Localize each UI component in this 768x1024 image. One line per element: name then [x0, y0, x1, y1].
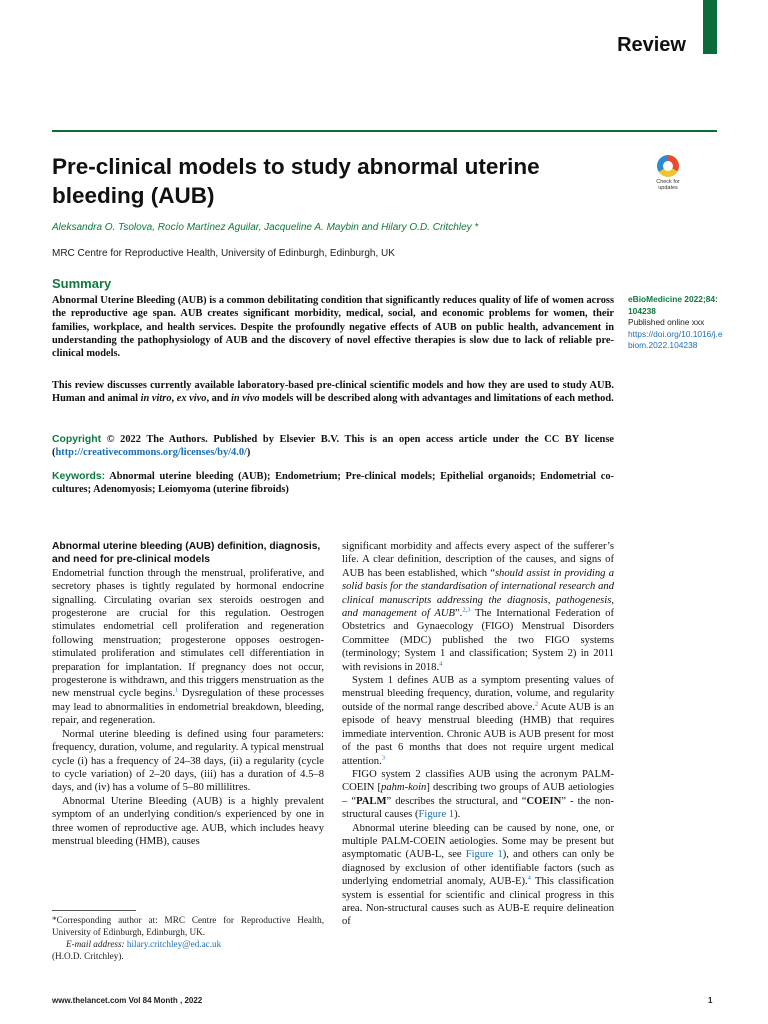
check-for-updates-badge[interactable]: [650, 155, 686, 199]
body-paragraph: Normal uterine bleeding is defined using four parameters: frequency, duration, volume, and regularity. A typical menstrual cycle (i) has a frequency of 24–38 days, (ii) a regularity (cycle to cycle variation) of 2–20 days, (iii) has a duration of 4.5–8 days, and (iv) has a volume of 5–80 millilitres.: [52, 728, 324, 794]
abstract-paragraph-2: This review discusses currently available laboratory-based pre-clinical scientific models and how they are used to study AUB. Human and animal in vitro, ex vivo, and in vivo models will be described along with advantages and limitations of each method.: [52, 380, 614, 405]
check-updates-icon: [657, 155, 679, 177]
page-number: 1: [708, 996, 713, 1005]
body-column-left: [52, 540, 324, 848]
doi-link[interactable]: https://doi.org/10.1016/j.ebiom.2022.104238: [628, 328, 723, 350]
figure-link[interactable]: Figure 1: [465, 849, 503, 861]
reference-link[interactable]: 2,3: [462, 606, 471, 614]
reference-link[interactable]: 4: [439, 660, 443, 668]
body-column-right: [342, 540, 614, 929]
author-list[interactable]: Aleksandra O. Tsolova, Rocío Martínez Aguilar, Jacqueline A. Maybin and Hilary O.D. Critchley *: [52, 222, 479, 233]
reference-link[interactable]: 1: [174, 686, 179, 694]
article-title: Pre-clinical models to study abnormal uterine bleeding (AUB): [52, 154, 540, 208]
updates-line1: Check for: [656, 179, 680, 185]
keywords-label: Keywords:: [52, 471, 106, 482]
body-paragraph: FIGO system 2 classifies AUB using the acronym PALM-COEIN [pahm-koin] describing two groups of AUB aetiologies – “PALM” describes the structural, and “COEIN” - the non-structural causes (Figure 1).: [342, 768, 614, 821]
copyright-label: Copyright: [52, 434, 102, 445]
footer-journal-url[interactable]: www.thelancet.com Vol 84 Month , 2022: [52, 996, 203, 1005]
reference-link[interactable]: 3: [381, 753, 385, 761]
body-paragraph: Endometrial function through the menstrual, proliferative, and secretory phases is tightly regulated by hormonal endocrine signalling. Circulating ovarian sex steroids oestrogen and progesterone are crucial for this regulation. Oestrogen stimulates endometrial cell proliferation and regeneration following menstruation; progesterone opposes oestrogen-stimulated proliferation and stimulates cell differentiation in preparation for implantation. If pregnancy does not occur, progesterone is withdrawn, and this triggers menstruation as the new menstrual cycle begins.$^1$ Dysregulation of these processes may lead to abnormalities in endometrial breakdown, bleeding, repair, and regeneration.: [52, 567, 324, 727]
footnote-rule: [52, 910, 136, 911]
reference-link[interactable]: 2: [534, 700, 539, 708]
body-paragraph: significant morbidity and affects every aspect of the sufferer’s life. A clear definition, description of the causes, and signs of AUB has been established, which “should assist in providing a solid basis for the standardisation of international research and clinical manuscripts addressing the diagnosis, pathogenesis, and management of AUB”.$^{2,3}$ The International Federation of Obstetrics and Gynaecology (FIGO) Menstrual Disorders Committee (MDC) published the two FIGO systems (terminology; System 1 and classification; System 2) in 2011 with revisions in 2018.$^4$: [342, 541, 614, 673]
author-email-link[interactable]: hilary.critchley@ed.ac.uk: [126, 939, 222, 949]
reference-link[interactable]: 4: [527, 874, 531, 882]
corner-tab: [703, 0, 717, 54]
top-rule: [52, 130, 717, 132]
keywords: Keywords: Abnormal uterine bleeding (AUB); Endometrium; Pre-clinical models; Epithelial organoids; Endometrial co-cultures; Adenomyosis; Leiomyoma (uterine fibroids): [52, 471, 614, 496]
summary-heading: Summary: [52, 276, 112, 291]
article-side-info: [628, 294, 723, 352]
affiliation: MRC Centre for Reproductive Health, University of Edinburgh, Edinburgh, UK: [52, 248, 395, 259]
published-date: Published online xxx: [628, 317, 705, 327]
updates-line2: updates: [658, 185, 678, 191]
figure-link[interactable]: Figure 1: [418, 809, 455, 821]
body-paragraph: System 1 defines AUB as a symptom presenting values of menstrual bleeding frequency, duration, volume, and regularity outside of the normal range described above.$^2$ Acute AUB is an episode of heavy menstrual bleeding (HMB) that requires immediate intervention. Chronic AUB is AUB present for most of the past 6 months that does not require urgent medical attention.$^3$: [342, 675, 614, 767]
corresponding-author-footnote: *Corresponding author at: MRC Centre for Reproductive Health, University of Edinburgh, Edinburgh, UK. E-mail address: hilary.critchley@ed.ac.uk (H.O.D. Critchley).: [52, 915, 324, 961]
section-label: Review: [617, 34, 686, 56]
copyright-notice: Copyright © 2022 The Authors. Published by Elsevier B.V. This is an open access article under the CC BY license (http://creativecommons.org/licenses/by/4.0/): [52, 434, 614, 459]
journal-citation: eBioMedicine 2022;84: 104238: [628, 294, 718, 316]
license-link[interactable]: http://creativecommons.org/licenses/by/4.0/: [55, 447, 247, 459]
body-paragraph: Abnormal uterine bleeding can be caused by none, one, or multiple PALM-COEIN aetiologies. Some may be present but asymptomatic (AUB-L, see Figure 1), and others can only be diagnosed by exclusion of other identifiable factors (such as underlying endometrial anomaly, AUB-E).$^4$ This classification system is essential for scientific and clinical progress in this area. Non-structural causes such as AUB-E require delineation of: [342, 822, 614, 928]
abstract-paragraph-1: Abnormal Uterine Bleeding (AUB) is a common debilitating condition that significantly reduces quality of life of women across the reproductive age span. AUB creates significant morbidity, medical, social, and economic problems for women, their families, workplace, and health services. Despite the profoundly negative effects of AUB on public health, advancement in understanding the pathophysiology of AUB and the discovery of novel effective therapies is slow due to lack of reliable pre-clinical models.: [52, 295, 614, 360]
body-paragraph: Abnormal Uterine Bleeding (AUB) is a highly prevalent symptom of an underlying condition/s experienced by one in three women of reproductive age. AUB, which includes heavy menstrual bleeding (HMB), causes: [52, 795, 324, 847]
section-heading: Abnormal uterine bleeding (AUB) definition, diagnosis, and need for pre-clinical models: [52, 541, 321, 566]
